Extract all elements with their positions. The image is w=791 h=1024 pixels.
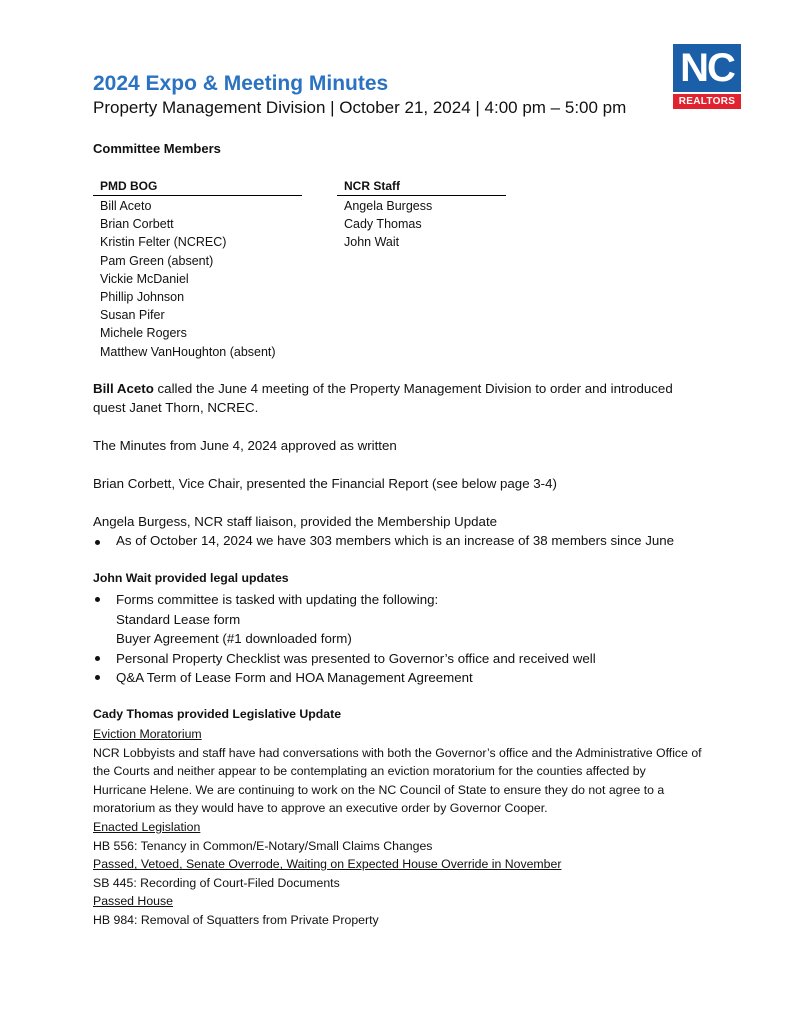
member-item: Michele Rogers <box>100 326 187 341</box>
pmd-bog-list <box>93 197 302 361</box>
membership-update: Angela Burgess, NCR staff liaison, provided the Membership Update <box>93 514 498 529</box>
legislative-heading: Cady Thomas provided Legislative Update <box>93 707 342 721</box>
member-item: Vickie McDaniel <box>100 271 189 286</box>
legal-updates-heading: John Wait provided legal updates <box>93 571 289 585</box>
document-title: 2024 Expo & Meeting Minutes <box>93 72 389 95</box>
pmd-bog-label: PMD BOG <box>93 179 302 196</box>
document-subtitle: Property Management Division | October 21, 2024 | 4:00 pm – 5:00 pm <box>93 98 627 117</box>
member-item: Susan Pifer <box>100 308 165 323</box>
member-item: Pam Green (absent) <box>100 253 214 268</box>
staff-item: John Wait <box>344 235 400 250</box>
ncr-staff-label: NCR Staff <box>337 179 506 196</box>
legislative-section <box>93 725 702 930</box>
ncr-staff-list <box>337 197 506 252</box>
member-item: Brian Corbett <box>100 217 174 232</box>
member-item: Bill Aceto <box>100 199 152 213</box>
staff-item: Angela Burgess <box>344 199 433 213</box>
eviction-line: the Courts and neither appear to be contemplating an eviction moratorium for the counties affected by <box>93 764 646 779</box>
member-item: Kristin Felter (NCREC) <box>100 235 227 250</box>
membership-bullets <box>93 533 674 548</box>
intro-line1: called the June 4 meeting of the Property Management Division to order and introduced <box>153 381 673 396</box>
minutes-approval: The Minutes from June 4, 2024 approved as written <box>93 438 397 453</box>
passed-vetoed-heading: Passed, Vetoed, Senate Overrode, Waiting on Expected House Override in November <box>93 857 562 872</box>
list-item: Forms committee is tasked with updating the following: <box>93 590 596 610</box>
passed-vetoed-item: SB 445: Recording of Court-Filed Documents <box>93 875 340 890</box>
eviction-line: Hurricane Helene. We are continuing to work on the NC Council of State to ensure they do not agree to a <box>93 782 665 797</box>
enacted-legislation-heading: Enacted Legislation <box>93 819 201 834</box>
logo-nc-text: NC <box>680 46 734 90</box>
intro-paragraph <box>93 379 673 417</box>
eviction-moratorium-heading: Eviction Moratorium <box>93 727 202 741</box>
enacted-item: HB 556: Tenancy in Common/E-Notary/Small Claims Changes <box>93 838 433 853</box>
staff-item: Cady Thomas <box>344 217 422 232</box>
passed-house-heading: Passed House <box>93 894 173 909</box>
member-item: Phillip Johnson <box>100 289 185 304</box>
sub-list-item: Buyer Agreement (#1 downloaded form) <box>116 631 352 646</box>
financial-report: Brian Corbett, Vice Chair, presented the Financial Report (see below page 3-4) <box>93 476 557 491</box>
ncr-staff-column <box>337 179 506 252</box>
nc-realtors-logo <box>673 44 741 109</box>
member-item: Matthew VanHoughton (absent) <box>100 344 276 359</box>
intro-line2: quest Janet Thorn, NCREC. <box>93 400 259 415</box>
sub-list-item: Standard Lease form <box>116 611 241 627</box>
committee-members-heading: Committee Members <box>93 141 221 156</box>
list-item: Personal Property Checklist was presented to Governor’s office and received well <box>93 649 596 669</box>
pmd-bog-column <box>93 179 302 361</box>
intro-name: Bill Aceto <box>93 381 154 396</box>
eviction-line: moratorium as they would have to approve an executive order by Governor Cooper. <box>93 801 548 816</box>
passed-house-item: HB 984: Removal of Squatters from Private Property <box>93 912 379 927</box>
logo-realtors-text: REALTORS <box>678 96 736 107</box>
legal-updates-list <box>93 590 596 688</box>
list-item: As of October 14, 2024 we have 303 members which is an increase of 38 members since June <box>93 533 674 548</box>
eviction-line: NCR Lobbyists and staff have had conversations with both the Governor’s office and the Administrative Office of <box>93 745 702 760</box>
list-item: Q&A Term of Lease Form and HOA Management Agreement <box>93 668 596 688</box>
